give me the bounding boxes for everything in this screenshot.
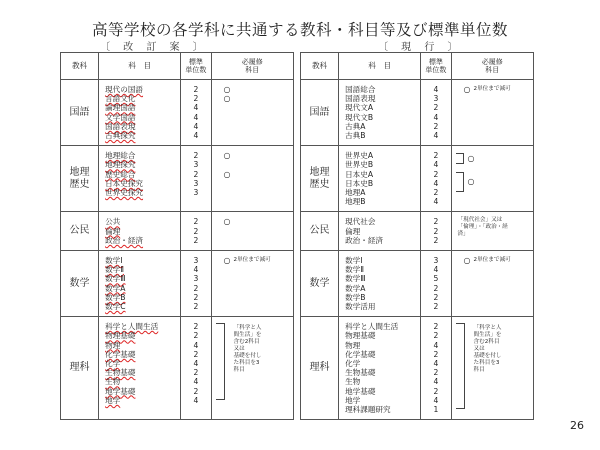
course-units: 2 [193,292,199,302]
required-note: 「科学と人 間生活」を 含む2科目 又は 基礎を付し た科目を3 科目 [473,325,502,374]
course-units: 2 [193,331,199,341]
course-units: 2 [433,292,439,302]
course-name: 生物基礎 [345,368,376,378]
course-name: 古典B [345,131,366,141]
subject-row [301,80,534,146]
course-list [339,212,421,251]
course-list [339,146,421,212]
course-name: 物理基礎 [105,331,136,341]
required-mark: ○ [467,153,475,163]
course-units: 2 [433,121,439,131]
course-name: 地学基礎 [345,386,376,396]
course-units: 2 [433,169,439,179]
course-units: 1 [433,404,439,414]
required-cell [451,146,533,212]
course-name: 化学基礎 [345,349,376,359]
unit-list [181,250,211,316]
course-list [99,317,181,420]
course-units: 4 [193,131,199,141]
required-cell [451,80,533,146]
course-units: 3 [193,160,199,170]
course-name: 数学Ⅱ [105,265,124,275]
course-units: 2 [193,283,199,293]
course-name: 科学と人間生活 [105,322,159,332]
header-subject-area: 教科 [61,53,99,80]
course-units: 4 [433,85,439,94]
unit-list [421,80,451,146]
required-note: 2単位まで減可 [473,86,511,92]
header-course: 科 目 [99,53,181,80]
course-name: 数学Ⅲ [105,274,126,284]
required-mark: ○ [463,255,471,265]
unit-list [181,317,211,420]
header-required: 必履修 科目 [451,53,533,80]
subject-row [61,212,294,251]
course-units: 2 [433,301,439,311]
unit-list [181,146,211,212]
course-name: 数学B [345,292,366,302]
required-cell [451,212,533,251]
course-units: 4 [193,395,199,405]
course-name: 歴史総合 [105,169,136,179]
course-name: 倫理 [105,226,121,236]
course-list [339,250,421,316]
required-cell [211,250,293,316]
course-name: 世界史B [345,160,374,170]
course-units: 4 [193,103,199,113]
course-units: 2 [433,349,439,359]
course-units: 2 [193,169,199,179]
unit-list [421,212,451,251]
course-list [99,250,181,316]
course-name: 文学国語 [105,112,136,122]
unit-list [421,317,451,420]
course-name: 生物 [345,377,361,387]
course-name: 数学Ⅲ [345,274,366,284]
course-name: 世界史探究 [105,188,144,197]
required-mark: ○ [223,217,231,227]
header-units: 標準 単位数 [421,53,451,80]
revised-label: 〔 改 訂 案 〕 [100,42,208,53]
course-units: 2 [433,331,439,341]
header-course: 科 目 [339,53,421,80]
subject-area-label: 国語 [301,80,339,146]
subject-row [61,80,294,146]
course-name: 日本史B [345,178,374,188]
subject-area-label: 公民 [61,212,99,251]
course-units: 2 [433,151,439,161]
subject-area-label: 公民 [301,212,339,251]
required-cell [211,212,293,251]
course-name: 国語総合 [345,85,376,94]
course-name: 数学活用 [345,301,376,311]
course-name: 古典A [345,121,366,131]
course-units: 4 [193,377,199,387]
required-cell [451,250,533,316]
course-units: 3 [433,94,439,104]
course-name: 政治・経済 [345,235,384,245]
course-name: 生物基礎 [105,368,136,378]
course-name: 現代文A [345,103,374,113]
course-name: 地学基礎 [105,386,136,396]
course-units: 4 [193,121,199,131]
course-name: 日本史探究 [105,178,144,188]
course-name: 数学C [105,301,126,311]
course-units: 2 [193,386,199,396]
course-name: 地学 [105,395,121,405]
course-units: 4 [433,395,439,405]
subject-area-label: 数学 [61,250,99,316]
course-name: 地理B [345,197,366,207]
course-name: 数学A [105,283,126,293]
course-units: 2 [193,368,199,378]
required-note: 「現代社会」又は 「倫理」・「政治・経 済」 [457,217,508,238]
course-units: 4 [193,265,199,275]
required-mark: ○ [223,151,231,161]
required-cell [211,80,293,146]
course-units: 4 [193,340,199,350]
course-name: 地理探究 [105,160,136,170]
bracket-line [456,172,464,192]
course-name: 世界史A [345,151,374,161]
course-name: 地理総合 [105,151,136,161]
course-list [99,80,181,146]
required-cell [211,146,293,212]
course-units: 4 [433,160,439,170]
course-list [99,146,181,212]
page-number: 26 [570,419,584,432]
unit-list [421,146,451,212]
course-name: 物理 [105,340,121,350]
subject-area-label: 理科 [301,317,339,420]
required-cell [451,317,533,420]
course-name: 数学Ⅰ [105,255,123,265]
course-units: 2 [193,217,199,227]
subject-row [61,146,294,212]
required-note: 「科学と人 間生活」を 含む2科目 又は 基礎を付し た科目を3 科目 [233,325,262,374]
course-name: 物理基礎 [345,331,376,341]
course-units: 2 [193,349,199,359]
course-name: 地学 [345,395,361,405]
course-name: 現代文B [345,112,374,122]
required-mark: ○ [467,176,475,186]
course-units: 2 [193,94,199,104]
revised-table [60,52,294,420]
unit-list [181,80,211,146]
course-units: 4 [433,131,439,141]
course-units: 4 [433,265,439,275]
required-mark: ○ [223,94,231,104]
course-units: 4 [193,358,199,368]
course-units: 2 [433,188,439,197]
subject-area-label: 数学 [301,250,339,316]
course-name: 科学と人間生活 [345,322,399,332]
course-name: 論理国語 [105,103,136,113]
bracket-line [216,323,225,400]
header-required: 必履修 科目 [211,53,293,80]
subject-row [301,317,534,420]
course-units: 4 [433,178,439,188]
course-units: 4 [433,358,439,368]
course-units: 3 [193,178,199,188]
required-mark: ○ [223,169,231,179]
course-units: 2 [193,151,199,161]
course-name: 数学A [345,283,366,293]
course-name: 物理 [345,340,361,350]
course-units: 3 [193,255,199,265]
subject-row [301,146,534,212]
course-name: 公共 [105,217,121,227]
subject-area-label: 理科 [61,317,99,420]
required-note: 2単位まで減可 [473,256,511,263]
unit-list [421,250,451,316]
course-units: 2 [433,322,439,332]
course-list [99,212,181,251]
course-units: 2 [433,386,439,396]
course-units: 3 [193,188,199,197]
course-name: 化学基礎 [105,349,136,359]
course-name: 生物 [105,377,121,387]
course-units: 4 [433,197,439,207]
course-name: 現代社会 [345,217,376,227]
course-name: 日本史A [345,169,374,179]
required-mark: ○ [223,255,231,265]
course-units: 2 [193,85,199,94]
course-name: 古典探究 [105,131,136,141]
header-units: 標準 単位数 [181,53,211,80]
page-title: 高等学校の各学科に共通する教科・科目等及び標準単位数 [91,21,508,39]
course-name: 国語表現 [345,94,376,104]
course-name: 政治・経済 [105,235,144,245]
course-name: 言語文化 [105,94,136,104]
course-units: 2 [193,301,199,311]
required-cell [211,317,293,420]
course-units: 2 [433,103,439,113]
course-units: 2 [433,283,439,293]
course-units: 2 [433,226,439,236]
course-units: 2 [433,368,439,378]
course-units: 5 [433,274,439,284]
course-name: 化学 [105,358,121,368]
subject-row [61,317,294,420]
course-units: 2 [193,235,199,245]
course-units: 2 [433,217,439,227]
bracket-line [456,153,464,164]
required-mark: ○ [223,85,231,94]
course-units: 4 [433,112,439,122]
unit-list [181,212,211,251]
course-name: 国語表現 [105,121,136,131]
course-name: 理科課題研究 [345,404,391,414]
subject-area-label: 国語 [61,80,99,146]
subject-row [61,250,294,316]
course-units: 4 [193,112,199,122]
current-label: 〔 現 行 〕 [378,42,463,53]
course-units: 2 [433,235,439,245]
course-units: 3 [193,274,199,284]
course-list [339,80,421,146]
subject-area-label: 地理 歴史 [301,146,339,212]
current-table [300,52,534,420]
course-name: 倫理 [345,226,361,236]
header-subject-area: 教科 [301,53,339,80]
course-name: 化学 [345,358,361,368]
course-name: 数学Ⅱ [345,265,364,275]
course-units: 4 [433,377,439,387]
course-name: 地理A [345,188,366,197]
subject-area-label: 地理 歴史 [61,146,99,212]
course-units: 3 [433,255,439,265]
course-units: 4 [433,340,439,350]
bracket-line [456,323,465,409]
subject-row [301,250,534,316]
subject-row [301,212,534,251]
course-name: 数学B [105,292,126,302]
required-mark: ○ [463,85,471,94]
course-name: 現代の国語 [105,85,144,94]
course-list [339,317,421,420]
course-name: 数学Ⅰ [345,255,363,265]
required-note: 2単位まで減可 [233,256,271,263]
course-units: 2 [193,322,199,332]
course-units: 2 [193,226,199,236]
